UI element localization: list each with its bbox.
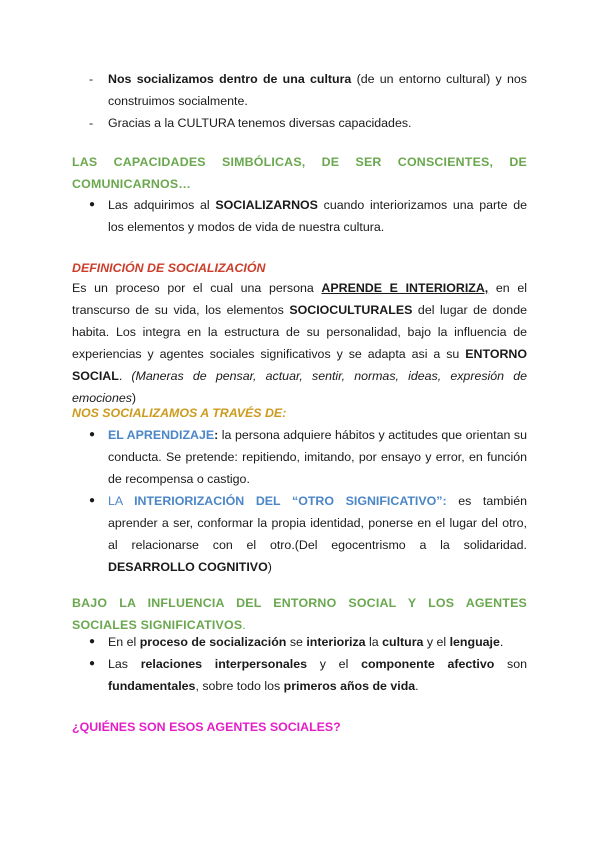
text-run: se: [286, 635, 307, 649]
text-run: Es un proceso por el cual una persona: [72, 281, 322, 295]
item-text: (de un entorno cultural) y nos construimos socialmente.: [108, 72, 527, 108]
section-heading-a-traves: NOS SOCIALIZAMOS A TRAVÉS DE:: [72, 406, 287, 420]
intro-list: [72, 68, 527, 134]
bold-term: interioriza: [306, 635, 366, 649]
section-heading-capacidades: LAS CAPACIDADES SIMBÓLICAS, DE SER CONSCIENTES, DE COMUNICARNOS…: [72, 155, 527, 191]
bold-term: componente afectivo: [361, 657, 495, 671]
section4-list: [72, 631, 527, 697]
text-run: son: [494, 657, 527, 671]
text-run: Las: [108, 657, 141, 671]
text-run: .: [118, 369, 132, 383]
term-aprendizaje: EL APRENDIZAJE: [108, 428, 215, 442]
bold-term: relaciones interpersonales: [140, 657, 308, 671]
dash-marker: -: [89, 116, 94, 130]
bullet-bold: SOCIALIZARNOS: [215, 198, 318, 212]
bullet-item: [72, 653, 527, 697]
list-item: [72, 112, 527, 134]
bullet-text: es también aprender a ser, conformar la propia identidad, ponerse en el lugar del otro, al relacionarse con el otro.(Del egocentrismo a la solidaridad.: [108, 494, 527, 552]
section1-list: [72, 194, 527, 238]
bullet-marker: ●: [89, 658, 96, 669]
bold-term: primeros años de vida: [283, 679, 416, 693]
text-run: la: [365, 635, 383, 649]
text-run: ): [267, 560, 272, 574]
bold-term: ENTORNO SOCIAL: [72, 347, 527, 383]
bullet-text: la persona adquiere hábitos y actitudes que orientan su conducta. Se pretende: repitiendo, imitando, por ensayo y error, en función de recompensa o castigo.: [108, 428, 527, 486]
text-run: y el: [423, 635, 450, 649]
section3-list: [72, 424, 527, 578]
bullet-item: [72, 631, 527, 653]
term-interiorizacion: INTERIORIZACIÓN DEL “OTRO SIGNIFICATIVO”:: [134, 494, 447, 508]
bullet-marker: ●: [89, 495, 96, 506]
bullet-text: cuando interiorizamos una parte de los elementos y modos de vida de nuestra cultura.: [108, 198, 527, 234]
item-bold-text: Nos socializamos dentro de una cultura: [108, 72, 352, 86]
item-text: Gracias a la CULTURA tenemos diversas capacidades.: [108, 116, 412, 130]
dash-marker: -: [89, 72, 94, 86]
bold-term: DESARROLLO COGNITIVO: [108, 560, 268, 574]
heading-dot: .: [242, 618, 246, 632]
text-run: del lugar de donde habita. Los integra en la estructura de su personalidad, bajo la influencia de experiencias y agentes sociales significativos y se adapta asi a su: [72, 303, 527, 361]
text-run: .: [415, 679, 419, 693]
bold-term: proceso de socialización: [139, 635, 287, 649]
bold-term: lenguaje: [449, 635, 500, 649]
text-run: y el: [307, 657, 362, 671]
section-heading-bajo-influencia: [72, 592, 527, 636]
definition-paragraph: [72, 277, 527, 409]
bullet-text: Las adquirimos al: [108, 198, 216, 212]
section-heading-agentes: ¿QUIÉNES SON ESOS AGENTES SOCIALES?: [72, 720, 341, 734]
bullet-marker: ●: [89, 429, 96, 440]
heading-text: BAJO LA INFLUENCIA DEL ENTORNO SOCIAL Y LOS AGENTES SOCIALES SIGNIFICATIVOS: [72, 596, 527, 632]
colon: :: [214, 428, 219, 442]
text-run: , sobre todo los: [195, 679, 284, 693]
underlined-term: APRENDE E INTERIORIZA,: [321, 281, 489, 295]
bullet-marker: ●: [89, 199, 96, 210]
list-item: [72, 68, 527, 112]
text-run: en el transcurso de su vida, los elementos: [72, 281, 527, 317]
text-run: ): [131, 391, 137, 405]
bold-term: cultura: [382, 635, 424, 649]
text-run: En el: [108, 635, 140, 649]
bullet-item: [72, 424, 527, 490]
bullet-marker: ●: [89, 636, 96, 647]
text-run: .: [499, 635, 504, 649]
bold-term: fundamentales: [108, 679, 196, 693]
italic-note: (Maneras de pensar, actuar, sentir, normas, ideas, expresión de emociones: [72, 369, 527, 405]
text-run: LA: [108, 494, 135, 508]
bullet-item: [72, 194, 527, 238]
bullet-item: [72, 490, 527, 578]
bold-term: SOCIOCULTURALES: [289, 303, 413, 317]
section-heading-definicion: DEFINICIÓN DE SOCIALIZACIÓN: [72, 261, 266, 275]
